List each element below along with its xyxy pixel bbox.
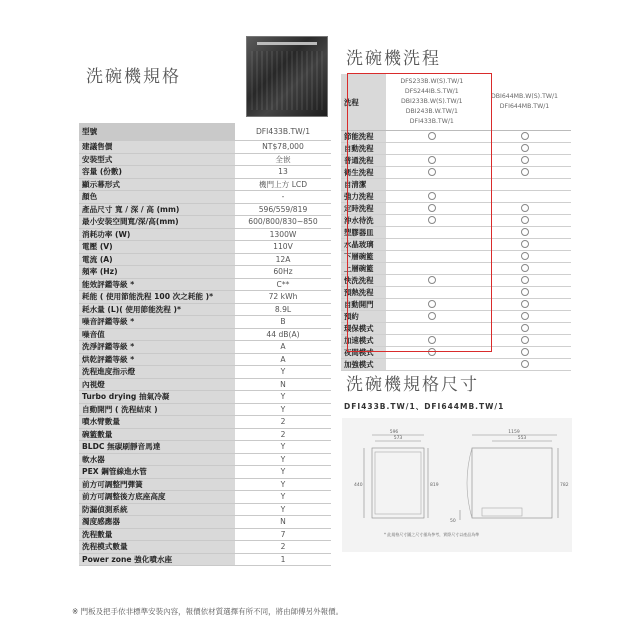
- spec-label: 碗籃數量: [79, 428, 235, 441]
- spec-label: 洗程模式數量: [79, 541, 235, 554]
- dimension-models: DFI433B.TW/1、DFI644MB.TW/1: [344, 402, 505, 411]
- spec-row: [79, 166, 331, 179]
- spec-label: Turbo drying 抽氣冷凝: [79, 391, 235, 404]
- spec-row: [79, 191, 331, 204]
- spec-value: 2: [235, 541, 331, 554]
- program-label: 環保模式: [341, 323, 386, 335]
- supported-circle-icon: [521, 204, 529, 212]
- program-label: 水晶玻璃: [341, 239, 386, 251]
- spec-row: [79, 341, 331, 354]
- spec-value: Y: [235, 491, 331, 504]
- spec-row: [79, 528, 331, 541]
- spec-table: [79, 123, 331, 566]
- program-label: 定時洗程: [341, 203, 386, 215]
- supported-circle-icon: [521, 144, 529, 152]
- spec-row: [79, 203, 331, 216]
- spec-label: 軟水器: [79, 453, 235, 466]
- spec-row: [79, 328, 331, 341]
- spec-label: 耗水量 (L)( 使用節能洗程 )*: [79, 303, 235, 316]
- spec-value: 596/559/819: [235, 203, 331, 216]
- model-name: DFS244IB.S.TW/1: [404, 88, 459, 95]
- program-label: 沖水待洗: [341, 215, 386, 227]
- program-label: 預約: [341, 311, 386, 323]
- spec-value: Y: [235, 403, 331, 416]
- spec-label: 建議售價: [79, 141, 235, 154]
- spec-value: NT$78,000: [235, 141, 331, 154]
- spec-value: DFI433B.TW/1: [235, 123, 331, 141]
- footnote: ※ 門板及把手依非標準安裝內容，報價依材質選擇有所不同，將由師傅另外報價。: [72, 607, 344, 616]
- spec-value: 8.9L: [235, 303, 331, 316]
- spec-value: C**: [235, 278, 331, 291]
- program-label: 夜間模式: [341, 347, 386, 359]
- spec-label: 電壓 (V): [79, 241, 235, 254]
- front-view-inner: [375, 452, 421, 514]
- spec-value: Y: [235, 466, 331, 479]
- diagram-note: * 此規格尺寸圖之尺寸僅為參考，實際尺寸以產品為準: [384, 532, 480, 537]
- program-label: 加強模式: [341, 359, 386, 371]
- program-title: 洗碗機洗程: [346, 49, 441, 69]
- spec-value: Y: [235, 366, 331, 379]
- spec-label: 防漏偵測系統: [79, 503, 235, 516]
- spec-value: 全嵌: [235, 153, 331, 166]
- program-label: 強力洗程: [341, 191, 386, 203]
- model-name: DFS233B.W(S).TW/1: [400, 78, 464, 85]
- spec-label: 內視燈: [79, 378, 235, 391]
- supported-circle-icon: [521, 156, 529, 164]
- spec-row: [79, 153, 331, 166]
- spec-value: 72 kWh: [235, 291, 331, 304]
- program-label: 自動開門: [341, 299, 386, 311]
- spec-label: 安裝型式: [79, 153, 235, 166]
- spec-row: [79, 541, 331, 554]
- model-name: DBI644MB.W(S).TW/1: [491, 93, 558, 100]
- spec-value: A: [235, 341, 331, 354]
- spec-label: 最小安裝空間寬/深/高(mm): [79, 216, 235, 229]
- spec-value: 60Hz: [235, 266, 331, 279]
- supported-circle-icon: [521, 228, 529, 236]
- supported-circle-icon: [521, 300, 529, 308]
- supported-circle-icon: [521, 132, 529, 140]
- spec-row: [79, 353, 331, 366]
- supported-circle-icon: [521, 336, 529, 344]
- program-label: 下層碗籃: [341, 251, 386, 263]
- supported-circle-icon: [521, 216, 529, 224]
- spec-row: [79, 428, 331, 441]
- dimension-drawing: [342, 418, 572, 552]
- supported-circle-icon: [521, 348, 529, 356]
- program-label: 自清潔: [341, 179, 386, 191]
- dim-w2: 573: [393, 436, 403, 441]
- spec-row: [79, 503, 331, 516]
- spec-row: [79, 291, 331, 304]
- supported-circle-icon: [521, 252, 529, 260]
- spec-value: 2: [235, 428, 331, 441]
- program-label: 衛生洗程: [341, 167, 386, 179]
- program-label: 加速模式: [341, 335, 386, 347]
- spec-label: 頻率 (Hz): [79, 266, 235, 279]
- dim-h-left: 440: [354, 483, 363, 488]
- program-label: 快洗洗程: [341, 275, 386, 287]
- spec-row: [79, 516, 331, 529]
- spec-label: 前方可調整後方底座高度: [79, 491, 235, 504]
- program-cell: [478, 359, 571, 371]
- door-swing-arc: [467, 448, 472, 518]
- model-name: DFI433B.TW/1: [409, 118, 454, 125]
- spec-row: [79, 403, 331, 416]
- dim-h-mid: 819: [430, 483, 439, 488]
- spec-value: Y: [235, 453, 331, 466]
- spec-value: Y: [235, 391, 331, 404]
- program-header-label: 洗程: [341, 74, 386, 131]
- spec-label: 噪音值: [79, 328, 235, 341]
- spec-row: [79, 478, 331, 491]
- spec-row: [79, 491, 331, 504]
- spec-label: 產品尺寸 寬 / 深 / 高 (mm): [79, 203, 235, 216]
- spec-label: 顏色: [79, 191, 235, 204]
- spec-row: [79, 453, 331, 466]
- spec-value: 1300W: [235, 228, 331, 241]
- spec-value: -: [235, 191, 331, 204]
- program-label: 塑膠器皿: [341, 227, 386, 239]
- spec-title: 洗碗機規格: [86, 67, 181, 87]
- program-label: 節能洗程: [341, 131, 386, 143]
- dimension-title: 洗碗機規格尺寸: [346, 375, 479, 395]
- spec-label: 顯示幕形式: [79, 178, 235, 191]
- program-label: 普通洗程: [341, 155, 386, 167]
- spec-value: 2: [235, 416, 331, 429]
- spec-value: A: [235, 353, 331, 366]
- spec-row: [79, 178, 331, 191]
- spec-row: [79, 466, 331, 479]
- side-view-outline: [472, 448, 552, 518]
- spec-row: [79, 216, 331, 229]
- supported-circle-icon: [521, 288, 529, 296]
- spec-label: 前方可調整門彈簧: [79, 478, 235, 491]
- spec-row: [79, 141, 331, 154]
- spec-value: 12A: [235, 253, 331, 266]
- spec-label: 耗能 ( 使用節能洗程 100 次之耗能 )*: [79, 291, 235, 304]
- supported-circle-icon: [521, 276, 529, 284]
- program-label: 預熱洗程: [341, 287, 386, 299]
- spec-row: [79, 303, 331, 316]
- spec-label: 濁度感應器: [79, 516, 235, 529]
- dishwasher-photo: [246, 36, 328, 117]
- dim-d-right: 1159: [508, 430, 520, 435]
- spec-label: 洗程數量: [79, 528, 235, 541]
- side-base: [482, 508, 522, 516]
- spec-row: [79, 553, 331, 566]
- door-handle: [257, 42, 317, 45]
- spec-label: 烘乾評鑑等級 *: [79, 353, 235, 366]
- spec-row: [79, 253, 331, 266]
- spec-row: [79, 391, 331, 404]
- spec-value: Y: [235, 441, 331, 454]
- spec-label: 噴水臂數量: [79, 416, 235, 429]
- spec-value: Y: [235, 478, 331, 491]
- spec-label: 洗程進度指示燈: [79, 366, 235, 379]
- spec-value: N: [235, 516, 331, 529]
- spec-value: N: [235, 378, 331, 391]
- model-name: DFI644MB.TW/1: [499, 103, 550, 110]
- dim-w1: 596: [389, 430, 399, 435]
- spec-value: 13: [235, 166, 331, 179]
- front-view-outline: [372, 448, 424, 518]
- spec-value: 機門上方 LCD: [235, 178, 331, 191]
- dim-d-inner: 553: [517, 436, 527, 441]
- spec-row: [79, 278, 331, 291]
- program-row: [341, 359, 571, 371]
- spec-value: 7: [235, 528, 331, 541]
- spec-row: [79, 241, 331, 254]
- spec-row: [79, 441, 331, 454]
- highlight-box: [347, 73, 492, 352]
- spec-value: 600/800/830~850: [235, 216, 331, 229]
- spec-label: 自動開門 ( 洗程結束 ): [79, 403, 235, 416]
- dim-small: 50: [450, 519, 456, 524]
- program-cell: [386, 359, 478, 371]
- spec-value: 1: [235, 553, 331, 566]
- supported-circle-icon: [521, 264, 529, 272]
- spec-label: 型號: [79, 123, 235, 141]
- spec-label: 能效評鑑等級 *: [79, 278, 235, 291]
- model-name: DBI233B.W(S).TW/1: [401, 98, 463, 105]
- spec-label: 電流 (A): [79, 253, 235, 266]
- spec-value: 110V: [235, 241, 331, 254]
- spec-label: Power zone 強化噴水座: [79, 553, 235, 566]
- spec-label: 消耗功率 (W): [79, 228, 235, 241]
- supported-circle-icon: [521, 312, 529, 320]
- spec-row: [79, 378, 331, 391]
- dim-h-right: 782: [560, 483, 569, 488]
- spec-label: BLDC 無碳刷靜音馬達: [79, 441, 235, 454]
- model-name: DBI243B.W.TW/1: [405, 108, 458, 115]
- spec-label: PEX 鋼管線進水管: [79, 466, 235, 479]
- spec-value: B: [235, 316, 331, 329]
- spec-row: [79, 266, 331, 279]
- wood-grain-panel: [251, 51, 323, 110]
- supported-circle-icon: [521, 324, 529, 332]
- spec-row: [79, 123, 331, 141]
- spec-value: Y: [235, 503, 331, 516]
- program-label: 自動洗程: [341, 143, 386, 155]
- supported-circle-icon: [521, 240, 529, 248]
- spec-row: [79, 366, 331, 379]
- spec-label: 容量 (份數): [79, 166, 235, 179]
- program-label: 上層碗籃: [341, 263, 386, 275]
- supported-circle-icon: [521, 360, 529, 368]
- spec-row: [79, 416, 331, 429]
- spec-label: 噪音評鑑等級 *: [79, 316, 235, 329]
- spec-value: 44 dB(A): [235, 328, 331, 341]
- spec-row: [79, 228, 331, 241]
- spec-label: 洗淨評鑑等級 *: [79, 341, 235, 354]
- supported-circle-icon: [521, 168, 529, 176]
- dimension-diagram: [342, 418, 572, 552]
- spec-row: [79, 316, 331, 329]
